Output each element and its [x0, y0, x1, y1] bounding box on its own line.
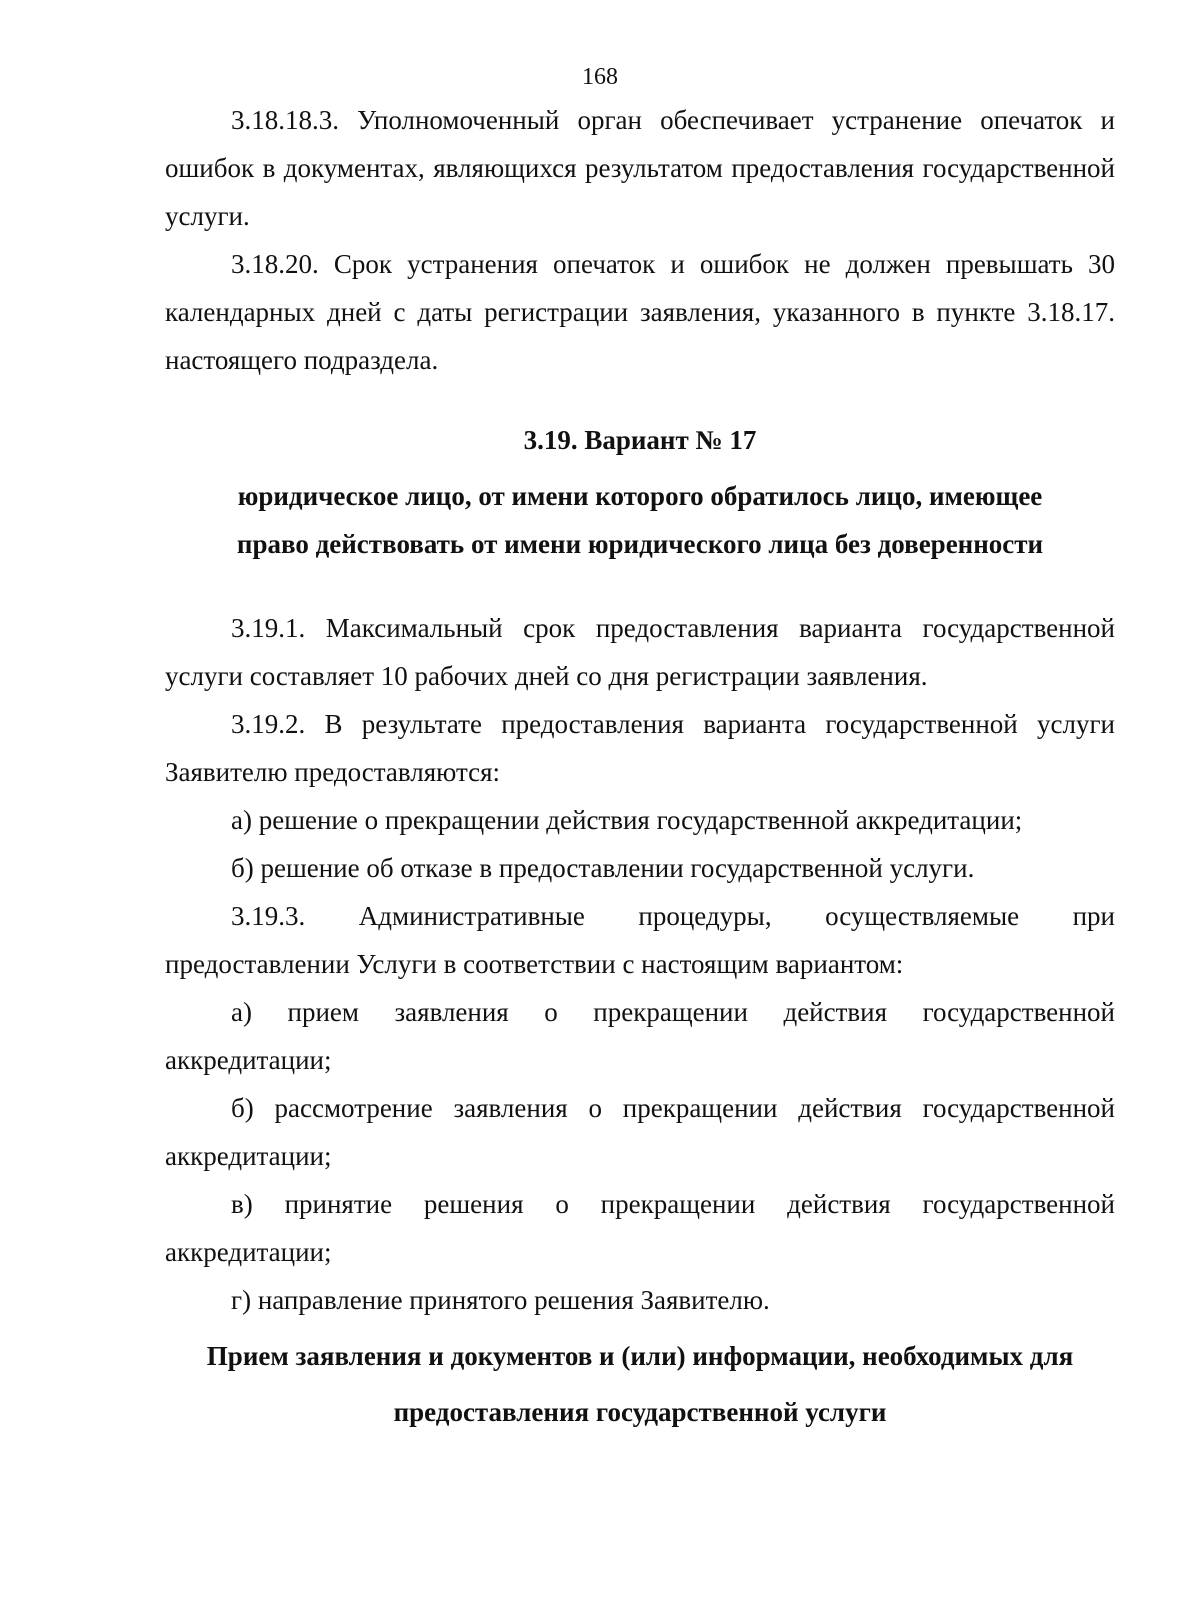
section-3-19-body — [165, 604, 1115, 1324]
section-title: 3.19. Вариант № 17 — [523, 425, 757, 455]
section-subtitle-line-1: юридическое лицо, от имени которого обратилось лицо, имеющее — [237, 481, 1043, 511]
list-item-3-19-3-v: в) принятие решения о прекращении действия государственной аккредитации; — [165, 1189, 1115, 1267]
final-heading-line-2: предоставления государственной услуги — [393, 1397, 887, 1427]
page-number: 168 — [582, 64, 618, 90]
list-item-3-19-2-b: б) решение об отказе в предоставлении государственной услуги. — [231, 853, 975, 883]
list-item-3-19-3-b: б) рассмотрение заявления о прекращении действия государственной аккредитации; — [165, 1093, 1115, 1171]
final-heading-line-1: Прием заявления и документов и (или) информации, необходимых для — [206, 1341, 1074, 1371]
section-3-19-heading — [165, 416, 1115, 568]
list-item-3-19-3-a: а) прием заявления о прекращении действия государственной аккредитации; — [165, 997, 1115, 1075]
section-3-18 — [165, 96, 1115, 384]
paragraph-3-18-18-3: 3.18.18.3. Уполномоченный орган обеспечивает устранение опечаток и ошибок в документах, являющихся результатом предоставления государственной услуги. — [165, 105, 1115, 231]
paragraph-3-18-20: 3.18.20. Срок устранения опечаток и ошибок не должен превышать 30 календарных дней с даты регистрации заявления, указанного в пункте 3.18.17. настоящего подраздела. — [165, 249, 1115, 375]
paragraph-3-19-3: 3.19.3. Административные процедуры, осуществляемые при предоставлении Услуги в соответствии с настоящим вариантом: — [165, 901, 1115, 979]
section-subtitle-line-2: право действовать от имени юридического лица без доверенности — [236, 529, 1044, 559]
list-item-3-19-3-g: г) направление принятого решения Заявителю. — [231, 1285, 770, 1315]
paragraph-3-19-2: 3.19.2. В результате предоставления варианта государственной услуги Заявителю предоставляются: — [165, 709, 1115, 787]
paragraph-3-19-1: 3.19.1. Максимальный срок предоставления варианта государственной услуги составляет 10 рабочих дней со дня регистрации заявления. — [165, 613, 1115, 691]
list-item-3-19-2-a: а) решение о прекращении действия государственной аккредитации; — [231, 805, 1023, 835]
final-heading — [165, 1332, 1115, 1436]
